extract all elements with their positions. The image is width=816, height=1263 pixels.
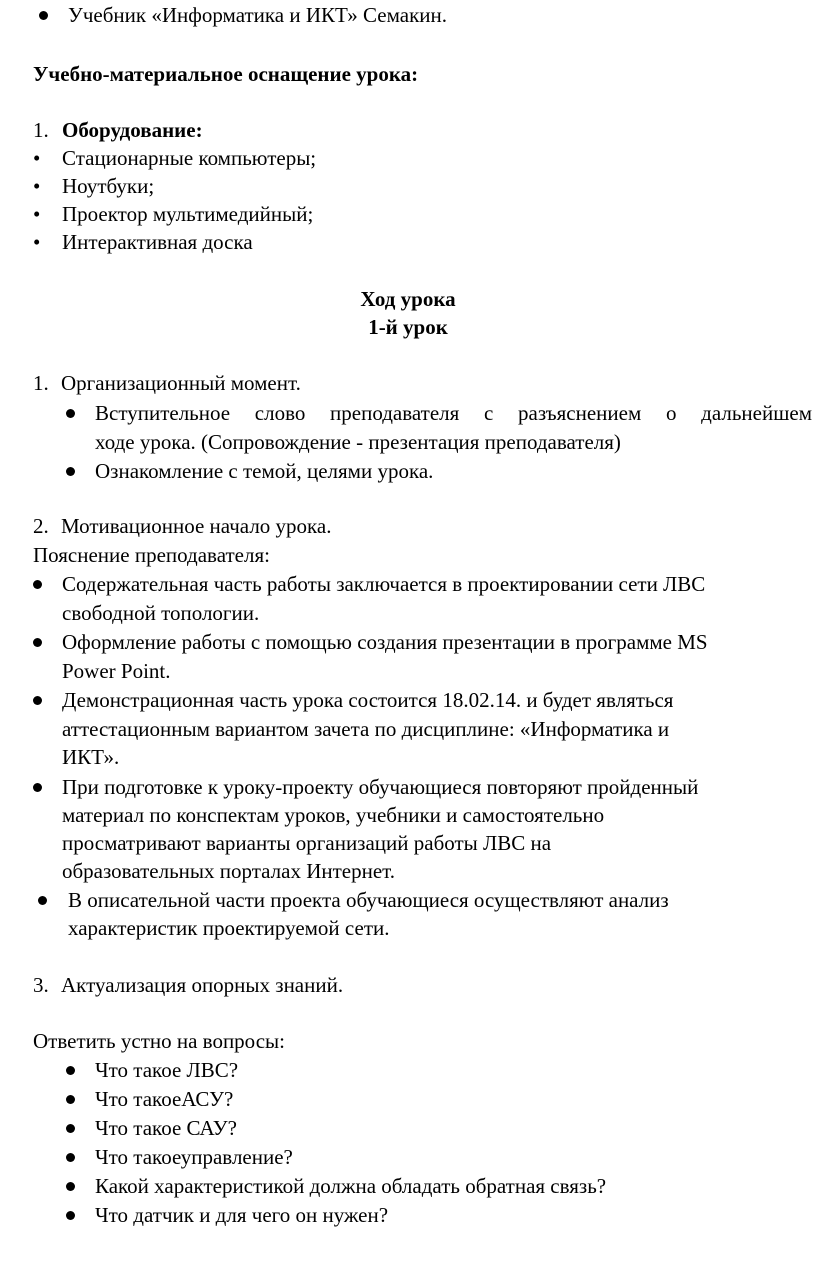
section3-title: Актуализация опорных знаний. xyxy=(61,973,344,997)
section2-item-line: свободной топологии. xyxy=(62,601,260,625)
lesson-subtitle: 1-й урок xyxy=(368,315,448,339)
lesson-title: Ход урока xyxy=(360,287,456,311)
question-item: Какой характеристикой должна обладать обратная связь? xyxy=(95,1174,607,1198)
bullet-dot xyxy=(66,1211,75,1220)
section2-item-line: Демонстрационная часть урока состоится 18.02.14. и будет являться xyxy=(62,688,674,712)
bullet-mark: • xyxy=(33,202,41,226)
section1-number: 1. xyxy=(33,371,49,395)
section2-item-line: аттестационным вариантом зачета по дисциплине: «Информатика и xyxy=(62,717,670,741)
equipment-item: Ноутбуки; xyxy=(62,174,155,198)
textbook-line: Учебник «Информатика и ИКТ» Семакин. xyxy=(68,3,448,27)
bullet-dot xyxy=(66,409,75,418)
bullet-dot xyxy=(66,1095,75,1104)
bullet-mark: • xyxy=(33,146,41,170)
bullet-mark: • xyxy=(33,230,41,254)
question-item: Что такое САУ? xyxy=(95,1116,237,1140)
section1-item-line: ходе урока. (Сопровождение - презентация преподавателя) xyxy=(95,430,621,454)
section3-intro: Ответить устно на вопросы: xyxy=(33,1029,285,1053)
section2-item-line: просматривают варианты организаций работы ЛВС на xyxy=(62,831,552,855)
bullet-dot xyxy=(33,783,42,792)
section2-number: 2. xyxy=(33,514,49,538)
bullet-dot xyxy=(66,467,75,476)
section2-item-line: образовательных порталах Интернет. xyxy=(62,859,396,883)
bullet-dot xyxy=(66,1124,75,1133)
equipment-item: Проектор мультимедийный; xyxy=(62,202,314,226)
question-item: Что такоеуправление? xyxy=(95,1145,293,1169)
question-item: Что датчик и для чего он нужен? xyxy=(95,1203,389,1227)
bullet-dot xyxy=(38,896,47,905)
bullet-mark: • xyxy=(33,174,41,198)
section2-item-line: характеристик проектируемой сети. xyxy=(68,916,390,940)
equipment-heading: Учебно-материальное оснащение урока: xyxy=(33,62,419,86)
bullet-dot xyxy=(66,1153,75,1162)
section2-item-line: В описательной части проекта обучающиеся осуществляют анализ xyxy=(68,888,669,912)
bullet-dot xyxy=(66,1182,75,1191)
bullet-dot xyxy=(66,1066,75,1075)
section1-item-line: Вступительное слово преподавателя с разъяснением о дальнейшем xyxy=(95,401,812,425)
question-item: Что такоеАСУ? xyxy=(95,1087,234,1111)
section3-number: 3. xyxy=(33,973,49,997)
equipment-item: Интерактивная доска xyxy=(62,230,253,254)
section2-item-line: ИКТ». xyxy=(62,745,120,769)
bullet-dot xyxy=(33,638,42,647)
section1-title: Организационный момент. xyxy=(61,371,301,395)
section2-item-line: Содержательная часть работы заключается в проектировании сети ЛВС xyxy=(62,572,706,596)
section2-item-line: При подготовке к уроку-проекту обучающиеся повторяют пройденный xyxy=(62,775,699,799)
bullet-dot xyxy=(39,11,48,20)
section2-item-line: Power Point. xyxy=(62,659,171,683)
section2-title: Мотивационное начало урока. xyxy=(61,514,332,538)
section2-item-line: материал по конспектам уроков, учебники и самостоятельно xyxy=(62,803,605,827)
bullet-dot xyxy=(33,580,42,589)
equipment-title: Оборудование: xyxy=(62,118,203,142)
section2-item-line: Оформление работы с помощью создания презентации в программе MS xyxy=(62,630,708,654)
question-item: Что такое ЛВС? xyxy=(95,1058,239,1082)
equipment-number: 1. xyxy=(33,118,49,142)
section2-intro: Пояснение преподавателя: xyxy=(33,543,270,567)
equipment-item: Стационарные компьютеры; xyxy=(62,146,317,170)
section1-item-line: Ознакомление с темой, целями урока. xyxy=(95,459,434,483)
bullet-dot xyxy=(33,696,42,705)
